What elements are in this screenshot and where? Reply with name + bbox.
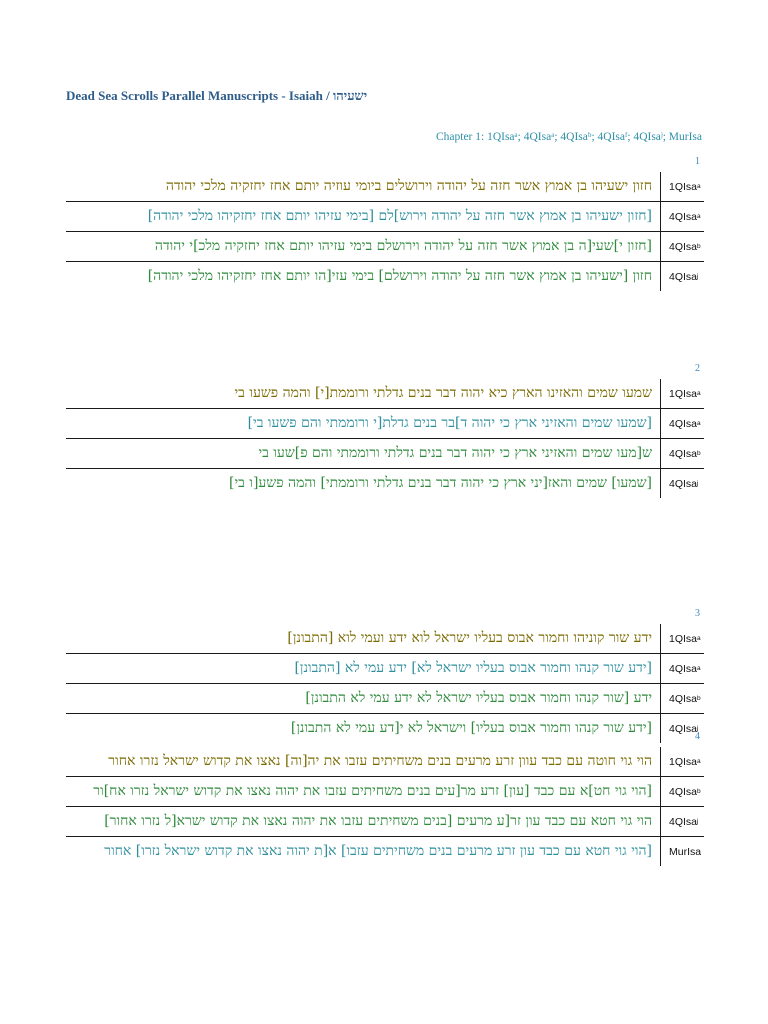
manuscript-row (66, 409, 704, 439)
manuscript-siglum: 4QIsa (669, 270, 698, 283)
manuscript-text: [חזון י]שעי[ה בן אמוץ אשר חזה על יהודה וירושלם בימי עזיהו יותם אחז יחזקיה מלכ]י יהודה (154, 238, 652, 254)
manuscript-text-cell (66, 469, 660, 498)
manuscript-text: הוי גוי חטא עם כבד עון זר[ע מרעים [בנים משחיתים עזבו את יהוה נאצו את קדוש ישרא[ל נזרו אחור] (104, 813, 652, 829)
manuscript-label (660, 624, 704, 653)
manuscript-text-cell (66, 807, 660, 836)
manuscript-text-cell (66, 684, 660, 713)
manuscript-label (660, 379, 704, 408)
manuscript-text: חזון [ישעיהו בן אמוץ אשר חזה על יהודה וירושלם] בימי עזי[הו יותם אחז יחזקיהו מלכי יהודה] (147, 268, 652, 284)
manuscript-siglum: 4QIsa (669, 722, 698, 735)
manuscript-siglum-superscript: a (697, 635, 701, 642)
manuscript-label (660, 654, 704, 683)
manuscript-text: ידע [שור קנהו וחמור אבוס בעליו ישראל לא ידע עמי לא התבונן] (305, 690, 652, 706)
verse-block (66, 152, 704, 291)
manuscript-row (66, 837, 704, 866)
manuscript-siglum: MurIsa (669, 845, 702, 858)
manuscript-siglum: 4QIsa (669, 447, 698, 460)
manuscript-siglum-superscript: a (697, 390, 701, 397)
manuscript-siglum: 4QIsa (669, 815, 698, 828)
verse-number: 2 (695, 363, 700, 374)
manuscript-row (66, 172, 704, 202)
manuscript-row (66, 807, 704, 837)
manuscript-row (66, 439, 704, 469)
manuscript-text-cell (66, 837, 660, 866)
manuscript-siglum: 1QIsa (669, 632, 698, 645)
manuscript-text-cell (66, 409, 660, 438)
verse-number: 1 (695, 156, 700, 167)
manuscript-siglum-superscript: b (697, 450, 701, 457)
manuscript-siglum: 1QIsa (669, 387, 698, 400)
manuscript-text-cell (66, 202, 660, 231)
manuscript-text: [הוי גוי חט]א עם כבד [עון] זרע מר[עים בנים משחיתים עזבו את יהוה נאצו את קדוש ישראל נזרו אח]ור (93, 783, 652, 799)
manuscript-siglum-superscript: a (697, 758, 701, 765)
manuscript-siglum: 1QIsa (669, 755, 698, 768)
manuscript-siglum-superscript: j (697, 480, 699, 487)
manuscript-text-cell (66, 777, 660, 806)
manuscript-text-cell (66, 747, 660, 776)
manuscript-siglum: 4QIsa (669, 240, 698, 253)
manuscript-text-cell (66, 172, 660, 201)
manuscript-text: [שמעו] שמים והאז[יני ארץ כי יהוה דבר בנים גדלתי ורוממתי] והמה פשע[ו בי] (229, 475, 652, 491)
manuscript-text-cell (66, 654, 660, 683)
manuscript-siglum-superscript: a (697, 183, 701, 190)
manuscript-text-cell (66, 379, 660, 408)
manuscript-row (66, 654, 704, 684)
manuscript-row (66, 469, 704, 498)
chapter-header: Chapter 1: 1QIsaᵃ; 4QIsaᵃ; 4QIsaᵇ; 4QIsaᶠ; 4QIsaʲ; MurIsa (435, 131, 702, 143)
manuscript-siglum: 4QIsa (669, 417, 698, 430)
manuscript-label (660, 684, 704, 713)
manuscript-siglum-superscript: b (697, 788, 701, 795)
manuscript-row (66, 624, 704, 654)
manuscript-siglum-superscript: j (697, 818, 699, 825)
manuscript-siglum-superscript: a (697, 213, 701, 220)
manuscript-siglum: 4QIsa (669, 477, 698, 490)
manuscript-text-cell (66, 232, 660, 261)
manuscript-siglum: 4QIsa (669, 692, 698, 705)
manuscript-siglum-superscript: b (697, 695, 701, 702)
manuscript-text-cell (66, 439, 660, 468)
verse-number: 4 (695, 731, 700, 742)
manuscript-text: חזון ישעיהו בן אמוץ אשר חזה על יהודה וירושלים ביומי עוזיה יותם אחז יחזקיה מלכי יהודה (165, 178, 652, 194)
manuscript-label (660, 807, 704, 836)
manuscript-text: שמעו שמים והאזינו הארץ כיא יהוה דבר בנים גדלתי ורוממת[י] והמה פשעו בי (234, 385, 652, 401)
page-title: Dead Sea Scrolls Parallel Manuscripts - Isaiah / ישעיהו (66, 88, 368, 103)
manuscript-siglum-superscript: b (697, 243, 701, 250)
manuscript-siglum-superscript: j (697, 725, 699, 732)
manuscript-label (660, 409, 704, 438)
manuscript-siglum-superscript: a (697, 420, 701, 427)
manuscript-label (660, 232, 704, 261)
manuscript-row (66, 777, 704, 807)
manuscript-text: ידע שור קוניהו וחמור אבוס בעליו ישראל לוא ידע ועמי לוא [התבונן] (287, 630, 652, 646)
manuscript-text: [ידע שור קנהו וחמור אבוס בעליו ישראל לא] ידע עמי לא [התבונן] (294, 660, 652, 676)
verse-block (66, 604, 704, 743)
manuscript-text: ש[מעו שמים והאזיני ארץ כי יהוה דבר בנים גדלתי ורוממתי והם פ]שעו בי (258, 445, 652, 461)
manuscript-row (66, 202, 704, 232)
manuscript-text: הוי גוי חוטה עם כבד עוון זרע מרעים בנים משחיתים עזבו את יה[וה] נאצו את קדוש ישראל נזרו אחור (108, 753, 652, 769)
manuscript-siglum: 4QIsa (669, 785, 698, 798)
manuscript-label (660, 262, 704, 291)
verse-block (66, 359, 704, 498)
manuscript-row (66, 747, 704, 777)
manuscript-row (66, 232, 704, 262)
manuscript-text-cell (66, 262, 660, 291)
manuscript-label (660, 837, 704, 866)
manuscript-label (660, 202, 704, 231)
manuscript-row (66, 684, 704, 714)
manuscript-label (660, 747, 704, 776)
manuscript-siglum-superscript: a (697, 665, 701, 672)
verse-number: 3 (695, 608, 700, 619)
manuscript-siglum: 4QIsa (669, 662, 698, 675)
manuscript-row (66, 262, 704, 291)
manuscript-siglum-superscript: j (697, 273, 699, 280)
manuscript-label (660, 777, 704, 806)
manuscript-siglum: 4QIsa (669, 210, 698, 223)
manuscript-text: [ידע שור קנהו וחמור אבוס בעליו] וישראל לא י[דע עמי לא התבונן] (290, 720, 652, 736)
manuscript-text: [חזון ישעיהו בן אמוץ אשר חזה על יהודה וירוש]לם [בימי עזיהו יותם אחז יחזקיהו מלכי יהודה] (147, 208, 652, 224)
manuscript-text: [הוי גוי חטא עם כבד עון זרע מרעים בנים משחיתים עזבו] א[ת יהוה נאצו את קדוש ישראל נזרו] אחור (104, 843, 652, 859)
manuscript-text: [שמעו שמים והאזיני ארץ כי יהוה ד]בר בנים גדלת[י ורוממתי והם פשעו בי] (247, 415, 652, 431)
manuscript-text-cell (66, 624, 660, 653)
manuscript-row (66, 379, 704, 409)
manuscript-label (660, 469, 704, 498)
manuscript-siglum: 1QIsa (669, 180, 698, 193)
manuscript-label (660, 439, 704, 468)
manuscript-label (660, 172, 704, 201)
verse-block (66, 727, 704, 866)
